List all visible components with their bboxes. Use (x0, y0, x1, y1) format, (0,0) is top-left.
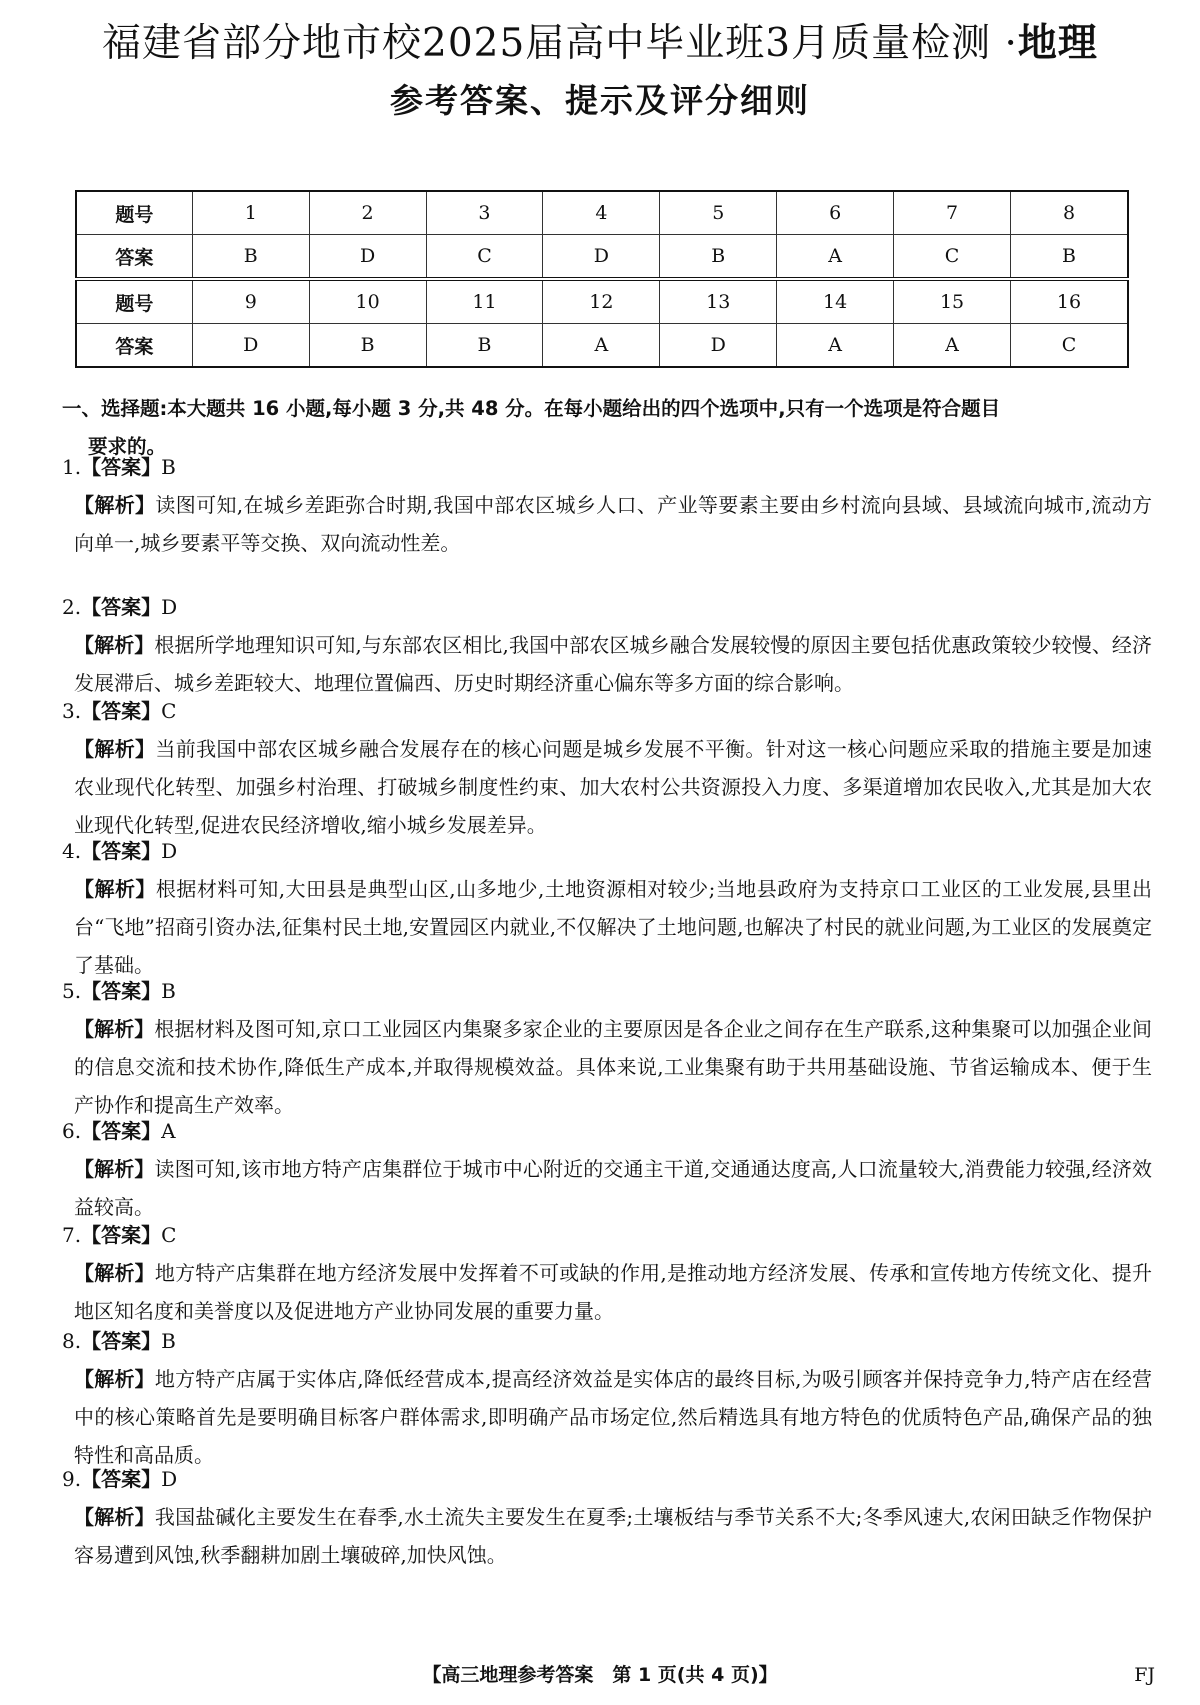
answer-value: C (161, 1223, 177, 1247)
question-number: 9. (62, 1467, 82, 1491)
answer-line (62, 1216, 1152, 1254)
question-number-cell: 2 (309, 191, 426, 235)
answer-row-label: 答案 (76, 235, 192, 280)
answer-cell: B (309, 324, 426, 368)
question-number-cell: 14 (777, 279, 894, 324)
answer-value: A (161, 1119, 176, 1143)
analysis-paragraph (62, 1360, 1152, 1474)
question-number-cell: 15 (894, 279, 1011, 324)
question-block (62, 832, 1152, 984)
answer-value: D (161, 839, 178, 863)
answer-label: 【答案】 (81, 1119, 162, 1143)
question-block (62, 1112, 1152, 1226)
answer-cell: D (660, 324, 777, 368)
answer-label: 【答案】 (81, 1329, 162, 1353)
question-block (62, 588, 1152, 702)
question-number: 8. (62, 1329, 82, 1353)
answer-row-label: 答案 (76, 324, 192, 368)
analysis-label: 【解析】 (74, 877, 156, 901)
analysis-paragraph (62, 626, 1152, 702)
analysis-text: 地方特产店属于实体店,降低经营成本,提高经济效益是实体店的最终目标,为吸引顾客并保持竞争力,特产店在经营中的核心策略首先是要明确目标客户群体需求,即明确产品市场定位,然后精选具有地方特色的优质特色产品,确保产品的独特性和高品质。 (74, 1367, 1152, 1467)
block1-answer-row (76, 235, 1128, 280)
block2-answer-row (76, 324, 1128, 368)
analysis-text: 当前我国中部农区城乡融合发展存在的核心问题是城乡发展不平衡。针对这一核心问题应采取的措施主要是加速农业现代化转型、加强乡村治理、打破城乡制度性约束、加大农村公共资源投入力度、多渠道增加农民收入,尤其是加大农业现代化转型,促进农民经济增收,缩小城乡发展差异。 (74, 737, 1153, 837)
answer-line (62, 1460, 1152, 1498)
analysis-label: 【解析】 (74, 737, 156, 761)
answer-line (62, 1112, 1152, 1150)
answer-value: B (161, 1329, 176, 1353)
title-subject: 地理 (1017, 21, 1098, 66)
analysis-paragraph (62, 1498, 1152, 1574)
question-number-cell: 3 (426, 191, 543, 235)
answer-cell: C (426, 235, 543, 280)
analysis-label: 【解析】 (74, 633, 155, 657)
block2-number-row (76, 279, 1128, 324)
analysis-label: 【解析】 (74, 493, 156, 517)
analysis-paragraph (62, 730, 1152, 844)
analysis-paragraph (62, 1010, 1152, 1124)
analysis-label: 【解析】 (74, 1261, 155, 1285)
answer-cell: A (543, 324, 660, 368)
question-number: 2. (62, 595, 82, 619)
question-number-cell: 13 (660, 279, 777, 324)
section-line-1: 一、选择题:本大题共 16 小题,每小题 3 分,共 48 分。在每小题给出的四个选项中,只有一个选项是符合题目 (62, 397, 1001, 420)
answer-value: B (161, 455, 176, 479)
answer-cell: B (660, 235, 777, 280)
answer-line (62, 692, 1152, 730)
analysis-paragraph (62, 486, 1152, 562)
number-row-label: 题号 (76, 191, 192, 235)
question-number-cell: 10 (309, 279, 426, 324)
answer-cell: C (1010, 324, 1128, 368)
answer-label: 【答案】 (81, 595, 162, 619)
answer-cell: B (426, 324, 543, 368)
answer-label: 【答案】 (81, 1223, 162, 1247)
answer-cell: D (192, 324, 309, 368)
question-number-cell: 4 (543, 191, 660, 235)
question-number: 5. (62, 979, 82, 1003)
question-number-cell: 8 (1010, 191, 1128, 235)
page-subtitle: 参考答案、提示及评分细则 (390, 81, 810, 120)
answer-value: D (161, 595, 178, 619)
answer-cell: B (192, 235, 309, 280)
question-block (62, 1322, 1152, 1474)
answer-label: 【答案】 (81, 979, 162, 1003)
analysis-text: 根据材料可知,大田县是典型山区,山多地少,土地资源相对较少;当地县政府为支持京口工业区的工业发展,县里出台“飞地”招商引资办法,征集村民土地,安置园区内就业,不仅解决了土地问题,也解决了村民的就业问题,为工业区的发展奠定了基础。 (74, 877, 1153, 977)
question-number-cell: 1 (192, 191, 309, 235)
answer-value: D (161, 1467, 178, 1491)
answer-cell: D (543, 235, 660, 280)
question-block (62, 1460, 1152, 1574)
analysis-label: 【解析】 (74, 1017, 155, 1041)
number-row-label: 题号 (76, 279, 192, 324)
answer-line (62, 448, 1152, 486)
answer-cell: D (309, 235, 426, 280)
answer-line (62, 972, 1152, 1010)
answer-label: 【答案】 (81, 1467, 162, 1491)
question-block (62, 692, 1152, 844)
analysis-text: 读图可知,在城乡差距弥合时期,我国中部农区城乡人口、产业等要素主要由乡村流向县域、县域流向城市,流动方向单一,城乡要素平等交换、双向流动性差。 (74, 493, 1152, 555)
analysis-paragraph (62, 870, 1152, 984)
section-line-2: 要求的。 (88, 435, 167, 458)
page-title (0, 18, 1200, 70)
page-footer: 【高三地理参考答案 第 1 页(共 4 页)】 (422, 1664, 778, 1686)
answer-cell: C (894, 235, 1011, 280)
analysis-label: 【解析】 (74, 1367, 155, 1391)
answer-value: C (161, 699, 177, 723)
question-number: 6. (62, 1119, 82, 1143)
analysis-text: 根据材料及图可知,京口工业园区内集聚多家企业的主要原因是各企业之间存在生产联系,这种集聚可以加强企业间的信息交流和技术协作,降低生产成本,并取得规模效益。具体来说,工业集聚有助于共用基础设施、节省运输成本、便于生产协作和提高生产效率。 (74, 1017, 1153, 1117)
answer-cell: A (894, 324, 1011, 368)
footer-code: FJ (1134, 1664, 1155, 1686)
question-block (62, 972, 1152, 1124)
block1-number-row (76, 191, 1128, 235)
question-number: 1. (62, 455, 82, 479)
analysis-text: 根据所学地理知识可知,与东部农区相比,我国中部农区城乡融合发展较慢的原因主要包括优惠政策较少较慢、经济发展滞后、城乡差距较大、地理位置偏西、历史时期经济重心偏东等多方面的综合影响。 (74, 633, 1153, 695)
question-number-cell: 16 (1010, 279, 1128, 324)
answer-line (62, 588, 1152, 626)
question-number: 7. (62, 1223, 82, 1247)
answer-table (75, 190, 1129, 368)
analysis-label: 【解析】 (74, 1505, 155, 1529)
question-number-cell: 9 (192, 279, 309, 324)
answer-label: 【答案】 (81, 839, 162, 863)
question-number-cell: 5 (660, 191, 777, 235)
answer-line (62, 832, 1152, 870)
analysis-text: 地方特产店集群在地方经济发展中发挥着不可或缺的作用,是推动地方经济发展、传承和宣传地方传统文化、提升地区知名度和美誉度以及促进地方产业协同发展的重要力量。 (74, 1261, 1153, 1323)
question-number: 3. (62, 699, 82, 723)
question-number-cell: 7 (894, 191, 1011, 235)
analysis-paragraph (62, 1150, 1152, 1226)
question-number: 4. (62, 839, 82, 863)
question-block (62, 1216, 1152, 1330)
analysis-paragraph (62, 1254, 1152, 1330)
answer-value: B (161, 979, 176, 1003)
analysis-label: 【解析】 (74, 1157, 155, 1181)
question-number-cell: 11 (426, 279, 543, 324)
answer-label: 【答案】 (81, 699, 162, 723)
answer-label: 【答案】 (81, 455, 162, 479)
question-number-cell: 12 (543, 279, 660, 324)
answer-cell: A (777, 235, 894, 280)
question-block (62, 448, 1152, 562)
analysis-text: 读图可知,该市地方特产店集群位于城市中心附近的交通主干道,交通通达度高,人口流量较大,消费能力较强,经济效益较高。 (74, 1157, 1152, 1219)
answer-cell: B (1010, 235, 1128, 280)
analysis-text: 我国盐碱化主要发生在春季,水土流失主要发生在夏季;土壤板结与季节关系不大;冬季风速大,农闲田缺乏作物保护容易遭到风蚀,秋季翻耕加剧土壤破碎,加快风蚀。 (74, 1505, 1152, 1567)
question-number-cell: 6 (777, 191, 894, 235)
answer-cell: A (777, 324, 894, 368)
answer-line (62, 1322, 1152, 1360)
title-main: 福建省部分地市校2025届高中毕业班3月质量检测 · (102, 21, 1018, 66)
